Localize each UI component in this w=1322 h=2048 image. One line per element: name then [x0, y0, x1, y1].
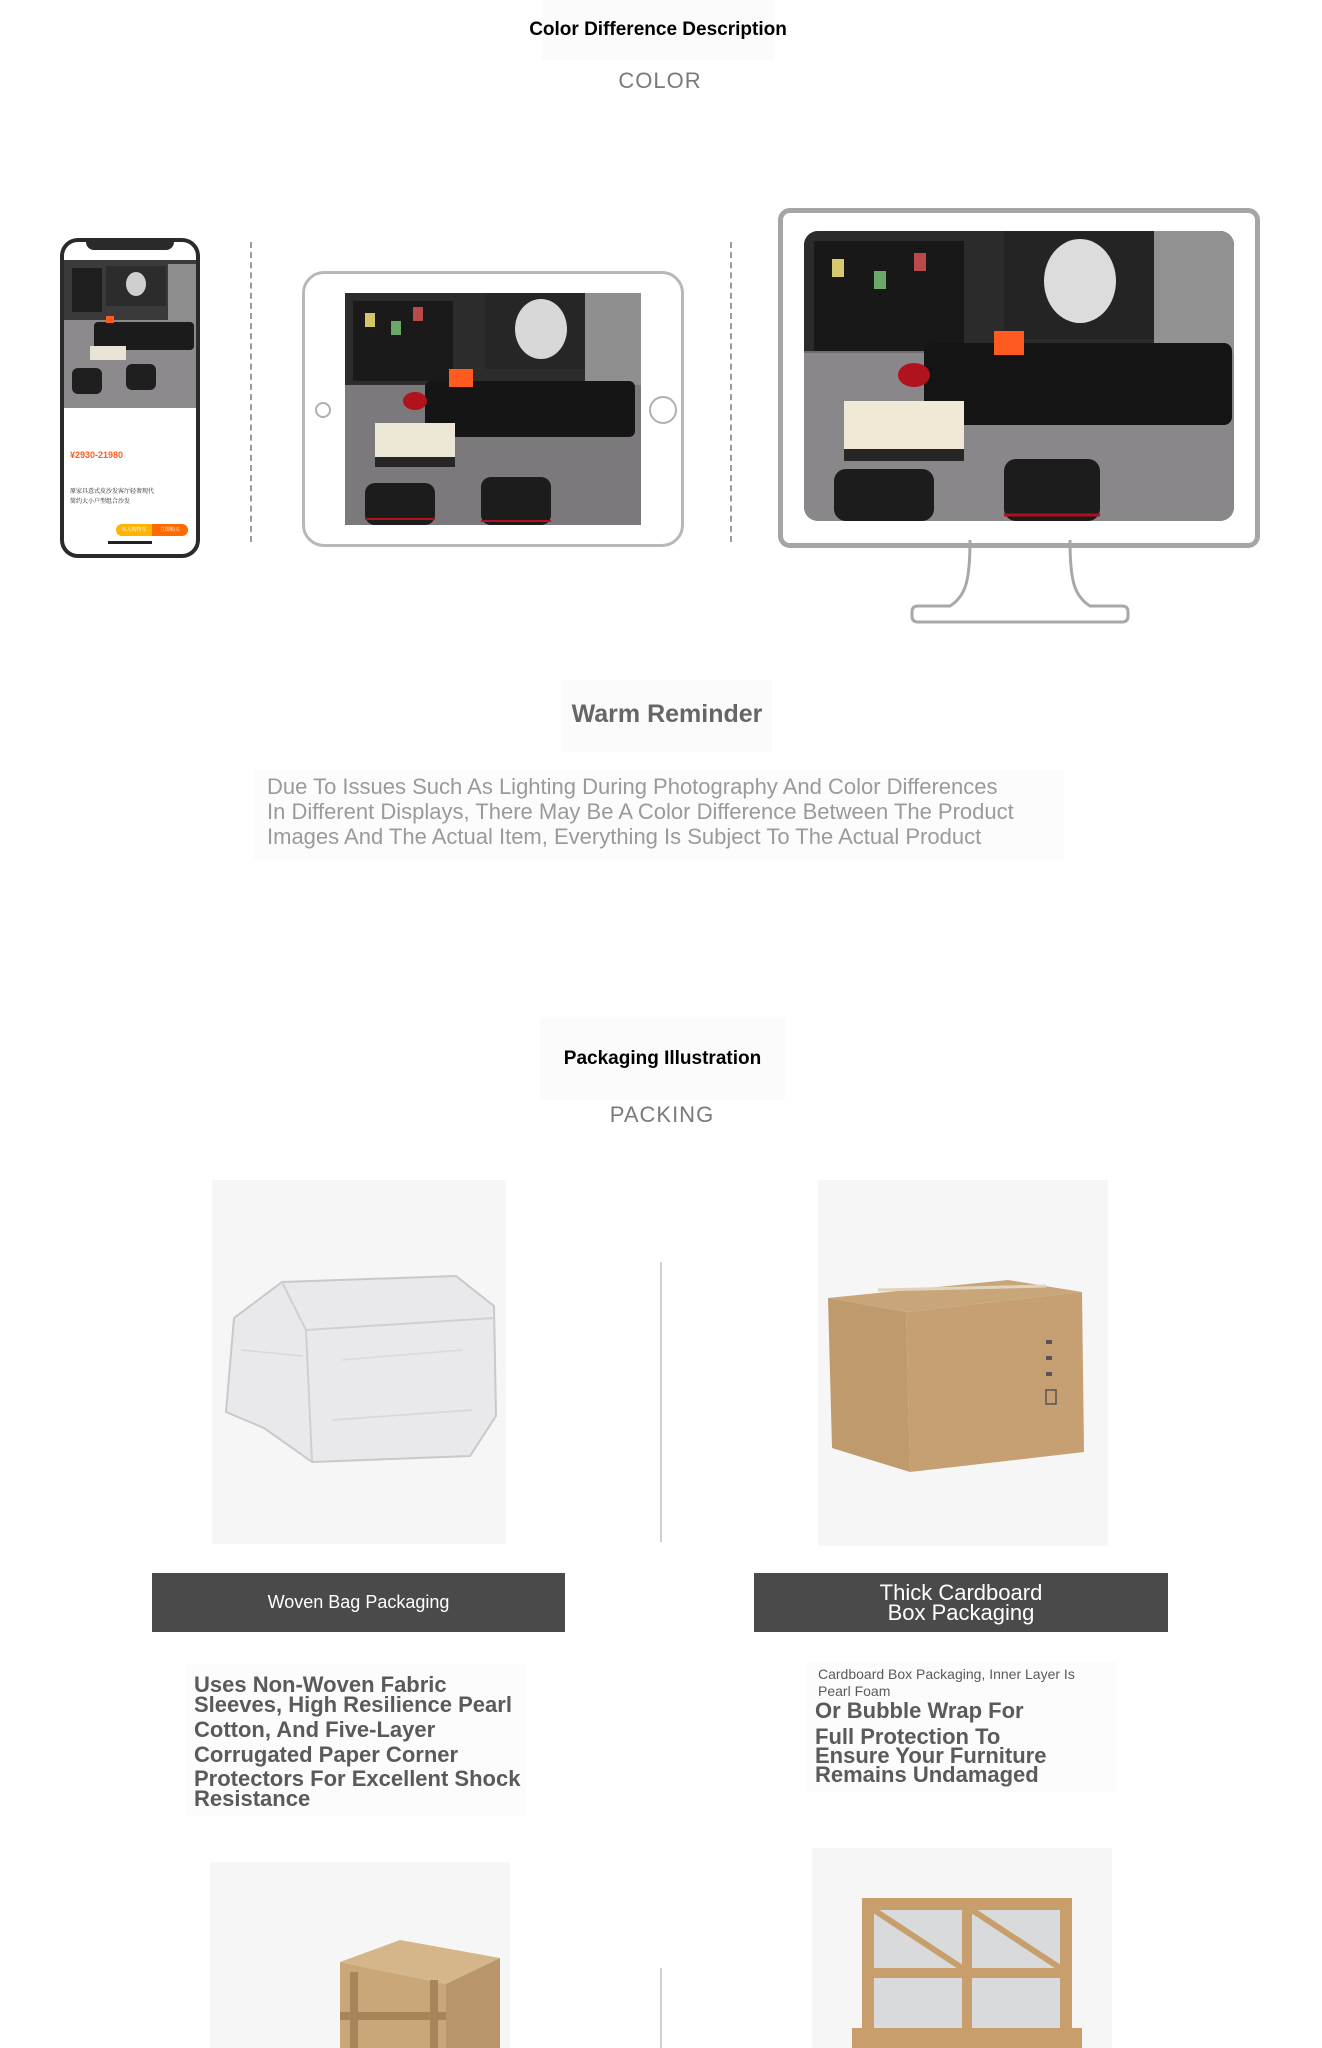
- packing-section-subtitle: PACKING: [609, 1102, 715, 1127]
- warm-reminder-title: Warm Reminder: [571, 700, 763, 728]
- cardboard-box-label-line-1: Thick Cardboard: [879, 1579, 1043, 1605]
- color-section-title: Color Difference Description: [529, 19, 787, 40]
- phone-icon: [60, 238, 200, 558]
- wooden-crate-photo: [210, 1862, 510, 2048]
- packing-section-title: Packaging Illustration: [563, 1048, 762, 1069]
- color-section-subtitle: COLOR: [618, 68, 702, 93]
- phone-price: ¥2930-21980: [70, 450, 124, 460]
- phone-btn-buy: 立即购买: [152, 524, 188, 536]
- tablet-icon: [302, 271, 684, 547]
- cardboard-box-photo: [818, 1180, 1108, 1546]
- cardboard-box-label-line-2: Box Packaging: [887, 1599, 1035, 1625]
- woven-desc-line-2: Sleeves, High Resilience Pearl: [194, 1692, 512, 1717]
- woven-desc-line-4: Corrugated Paper Corner: [194, 1742, 459, 1767]
- tablet-camera: [315, 402, 331, 418]
- dashed-divider-right: [730, 242, 732, 542]
- warm-reminder-text: [254, 770, 1064, 860]
- cardboard-desc-small-1: Cardboard Box Packaging, Inner Layer Is: [818, 1666, 1075, 1682]
- packing-divider-bottom: [660, 1968, 662, 2048]
- color-section-title-box: [529, 0, 787, 60]
- packing-divider-top: [660, 1262, 662, 1542]
- woven-bag-label-text: Woven Bag Packaging: [267, 1592, 450, 1612]
- woven-bag-description: [186, 1664, 526, 1816]
- phone-sofa-photo: [64, 260, 196, 408]
- woven-desc-line-6: Resistance: [194, 1786, 311, 1811]
- packing-section-title-box: [540, 1018, 785, 1100]
- phone-caption-1: 原家具意式皮沙发客厅轻奢现代: [70, 489, 155, 495]
- cardboard-box-description: [806, 1662, 1116, 1792]
- dashed-divider-left: [250, 242, 252, 542]
- cardboard-desc-line-2: Full Protection To: [815, 1724, 1001, 1749]
- wooden-pallet-photo: [812, 1848, 1112, 2048]
- phone-notch: [86, 242, 174, 250]
- cardboard-desc-line-4: Remains Undamaged: [815, 1762, 1039, 1787]
- cardboard-desc-small-2: Pearl Foam: [818, 1683, 891, 1699]
- tablet-sofa-photo: [345, 293, 641, 525]
- tablet-home-button: [649, 396, 677, 424]
- cardboard-box-label: [754, 1573, 1168, 1632]
- woven-desc-line-3: Cotton, And Five-Layer: [194, 1717, 436, 1742]
- monitor-stand: [910, 540, 1130, 624]
- warm-reminder-line-3: Images And The Actual Item, Everything Is Subject To The Actual Product: [267, 824, 982, 849]
- woven-bag-photo: [212, 1180, 506, 1544]
- cardboard-desc-line-1: Or Bubble Wrap For: [815, 1698, 1024, 1723]
- monitor-sofa-photo: [804, 231, 1234, 521]
- warm-reminder-line-2: In Different Displays, There May Be A Color Difference Between The Product: [267, 799, 1014, 824]
- cardboard-desc-line-3: Ensure Your Furniture: [815, 1743, 1047, 1768]
- woven-desc-line-1: Uses Non-Woven Fabric: [194, 1672, 447, 1697]
- monitor-icon: [778, 208, 1260, 548]
- phone-caption-2: 简约大小户型组合沙发: [70, 499, 131, 505]
- phone-home-bar: [108, 541, 152, 544]
- woven-desc-line-5: Protectors For Excellent Shock: [194, 1766, 521, 1791]
- woven-bag-label: [152, 1573, 565, 1632]
- warm-reminder-line-1: Due To Issues Such As Lighting During Photography And Color Differences: [267, 774, 998, 799]
- phone-btn-cart: 加入购物车: [116, 524, 152, 536]
